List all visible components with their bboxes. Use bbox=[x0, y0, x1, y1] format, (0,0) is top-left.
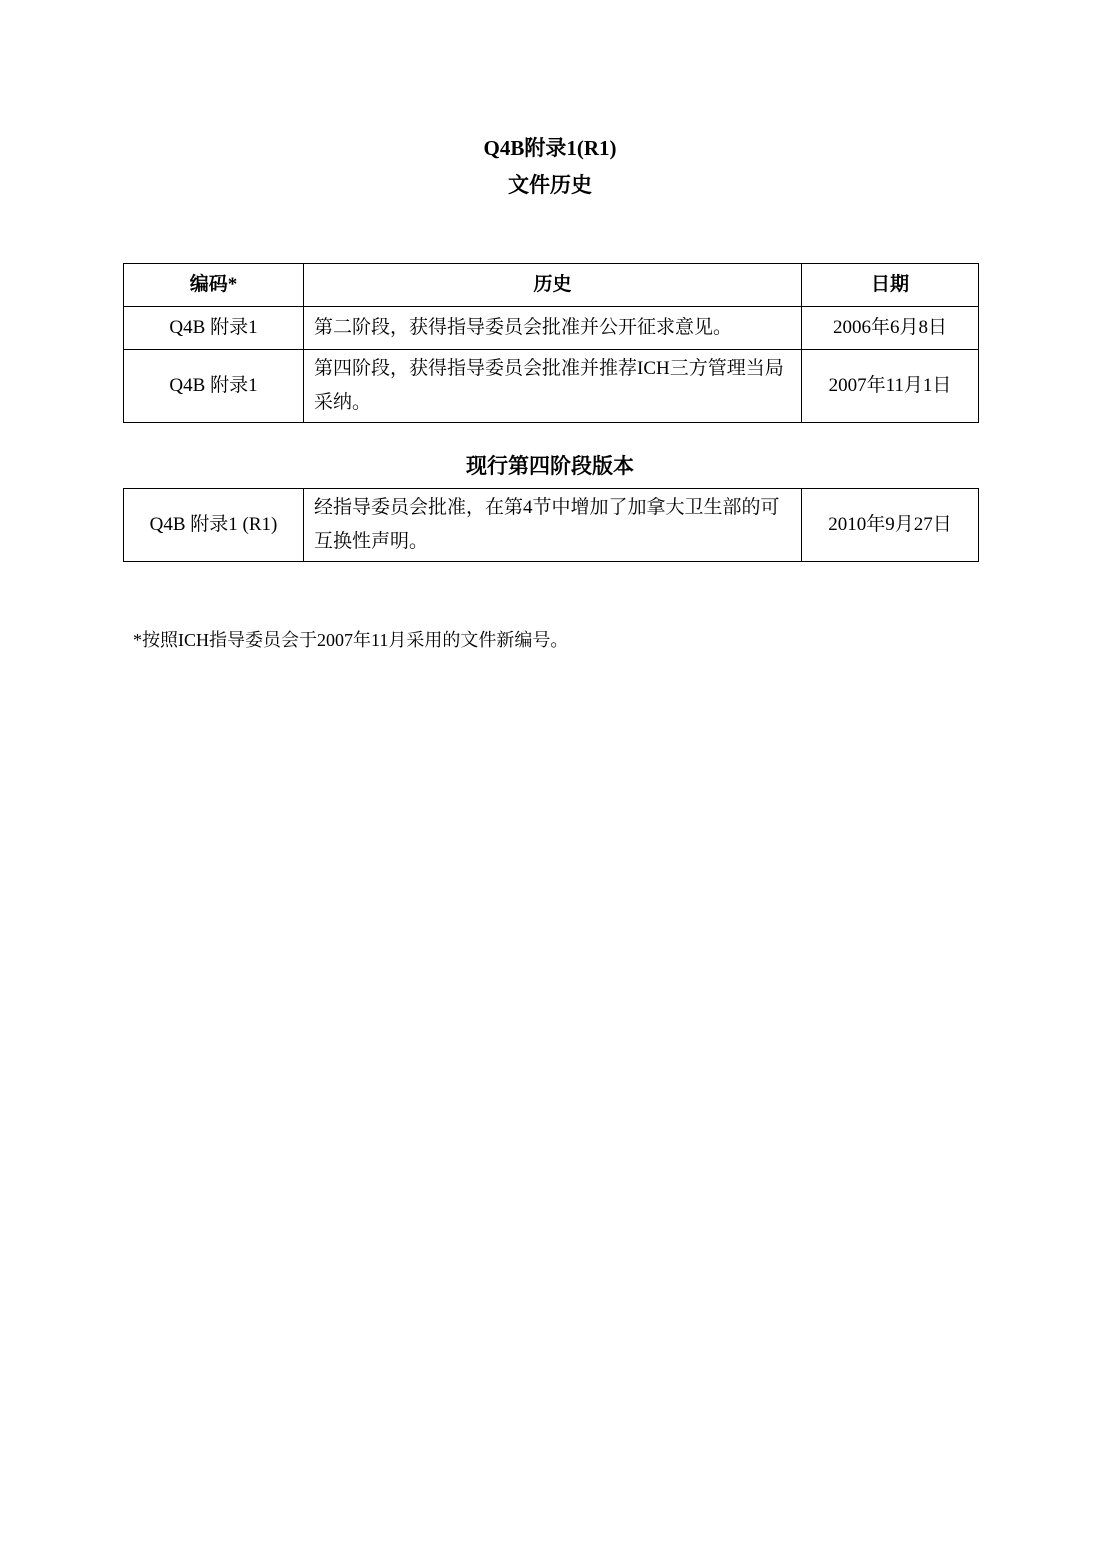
cell-code: Q4B 附录1 bbox=[124, 350, 304, 423]
table-row bbox=[124, 307, 979, 350]
current-version-table bbox=[123, 488, 979, 562]
cell-date: 2006年6月8日 bbox=[802, 307, 979, 350]
document-title: Q4B附录1(R1) bbox=[483, 136, 617, 160]
header-code: 编码* bbox=[124, 264, 304, 307]
table-row bbox=[124, 350, 979, 423]
table-header-row bbox=[124, 264, 979, 307]
cell-date: 2007年11月1日 bbox=[802, 350, 979, 423]
header-history: 历史 bbox=[304, 264, 802, 307]
cell-history: 第四阶段，获得指导委员会批准并推荐ICH三方管理当局采纳。 bbox=[304, 350, 802, 423]
cell-history: 第二阶段，获得指导委员会批准并公开征求意见。 bbox=[304, 307, 802, 350]
header-date: 日期 bbox=[802, 264, 979, 307]
footnote: *按照ICH指导委员会于2007年11月采用的文件新编号。 bbox=[133, 630, 569, 650]
current-version-heading: 现行第四阶段版本 bbox=[466, 454, 634, 478]
document-subtitle: 文件历史 bbox=[508, 173, 592, 197]
cell-date: 2010年9月27日 bbox=[802, 489, 979, 562]
cell-code: Q4B 附录1 bbox=[124, 307, 304, 350]
cell-code: Q4B 附录1 (R1) bbox=[124, 489, 304, 562]
cell-history: 经指导委员会批准，在第4节中增加了加拿大卫生部的可互换性声明。 bbox=[304, 489, 802, 562]
table-row bbox=[124, 489, 979, 562]
history-table bbox=[123, 263, 979, 423]
